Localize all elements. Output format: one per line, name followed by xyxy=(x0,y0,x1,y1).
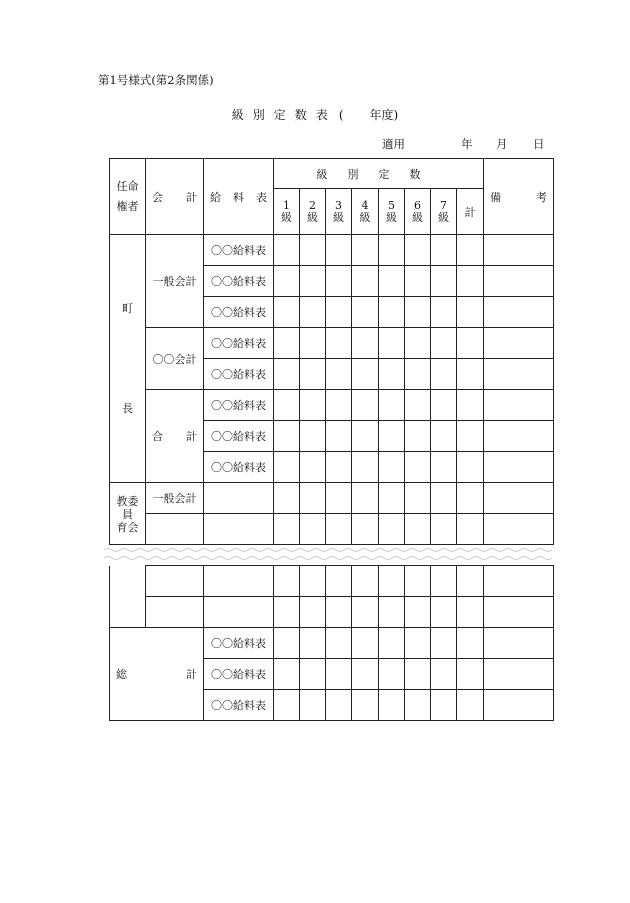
document-title xyxy=(0,106,630,123)
grade-3-header: 3 級 xyxy=(326,189,352,235)
header-remarks: 備 考 xyxy=(484,159,554,235)
form-number: 第1号様式(第2条関係) xyxy=(98,73,214,87)
salary-row-label: 〇〇給料表 xyxy=(204,659,274,690)
grade-1-header: 1 級 xyxy=(274,189,300,235)
table-break-wave xyxy=(104,546,556,562)
header-salary-table: 給 料 表 xyxy=(204,159,274,235)
salary-row-label: 〇〇給料表 xyxy=(204,390,274,421)
total-header: 計 xyxy=(457,189,484,235)
salary-row-label: 〇〇給料表 xyxy=(204,359,274,390)
oo-account-label: 〇〇会計 xyxy=(146,328,204,390)
salary-row-label: 〇〇給料表 xyxy=(204,235,274,266)
salary-row-label: 〇〇給料表 xyxy=(204,328,274,359)
apply-month: 月 xyxy=(496,137,508,151)
salary-row-label: 〇〇給料表 xyxy=(204,452,274,483)
grade-4-header: 4 級 xyxy=(352,189,379,235)
title-paren: ( xyxy=(338,108,344,122)
grade-quota-table-lower xyxy=(109,565,554,721)
board-account-label: 一般会計 xyxy=(146,483,204,514)
grade-6-header: 6 級 xyxy=(405,189,431,235)
salary-row-label: 〇〇給料表 xyxy=(204,421,274,452)
header-account: 会 計 xyxy=(146,159,204,235)
grade-2-header: 2 級 xyxy=(300,189,326,235)
board-continued-cell xyxy=(110,566,146,628)
grade-7-header: 7 級 xyxy=(431,189,457,235)
subtotal-label: 合 計 xyxy=(146,390,204,483)
title-year-suffix: 年度) xyxy=(369,108,399,122)
apply-year: 年 xyxy=(461,137,473,151)
salary-row-label: 〇〇給料表 xyxy=(204,297,274,328)
salary-row-label: 〇〇給料表 xyxy=(204,690,274,721)
header-grade-quota: 級別定数 xyxy=(274,159,484,189)
mayor-cell: 町 長 xyxy=(110,235,146,483)
general-account-label: 一般会計 xyxy=(146,235,204,328)
title-main: 級別定数表 xyxy=(231,108,337,122)
apply-day: 日 xyxy=(533,137,545,151)
apply-label: 適用 xyxy=(382,137,405,151)
salary-row-label: 〇〇給料表 xyxy=(204,628,274,659)
salary-row-label: 〇〇給料表 xyxy=(204,266,274,297)
grade-5-header: 5 級 xyxy=(379,189,405,235)
grade-quota-table-upper xyxy=(109,158,554,545)
board-of-education-cell: 教委 員 育会 xyxy=(110,483,146,545)
grand-total-label: 総 計 xyxy=(110,628,204,721)
header-appointer: 任命 権者 xyxy=(110,159,146,235)
